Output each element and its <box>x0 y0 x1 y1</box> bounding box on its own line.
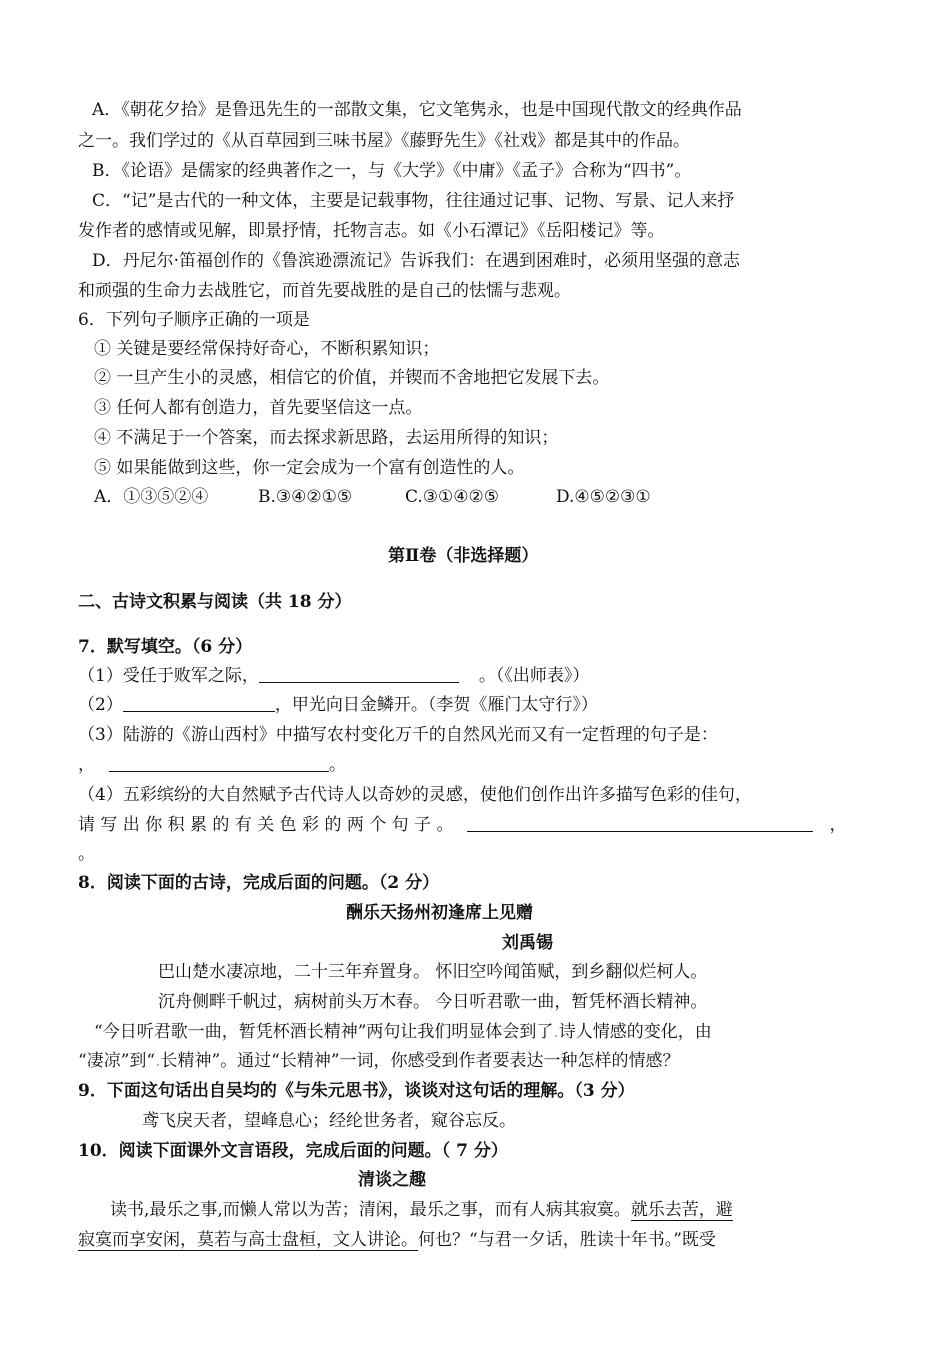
q7-item-4: （4）五彩缤纷的大自然赋予古代诗人以奇妙的灵感，使他们创作出许多描写色彩的佳句， <box>78 785 752 805</box>
q9-quote: 鸢飞戾天者，望峰息心；经纶世务者，窥谷忘反。 <box>142 1111 516 1131</box>
q7-item-2-blank[interactable] <box>123 695 275 712</box>
q7-item-2-number: （2） <box>78 695 123 715</box>
q7-item-4-prompt: 请 写 出 你 积 累 的 有 关 色 彩 的 两 个 句 子 。 <box>78 815 454 835</box>
q7-item-2-text: ，甲光向日金鳞开。（李贺《雁门太守行》） <box>274 695 598 715</box>
q6-stem: 6．下列句子顺序正确的一项是 <box>78 310 310 330</box>
q7-item-3-answer <box>78 754 346 776</box>
q8-question-line-2: “凄凉”到“.长精神”。通过“长精神”一词，你感受到作者要表达一种怎样的情感？ <box>78 1051 680 1071</box>
q8-question-part-3: “凄凉”到“ <box>78 1051 156 1071</box>
q7-item-4-blank[interactable] <box>467 815 813 832</box>
q8-poem-line-2: 沉舟侧畔千帆过，病树前头万木春。 今日听君歌一曲，暂凭杯酒长精神。 <box>158 992 708 1012</box>
q5-option-c-line2: 发作者的感情或见解，即景抒情，托物言志。如《小石潭记》《岳阳楼记》等。 <box>78 221 665 241</box>
q7-item-1-prompt: （1）受任于败军之际， <box>78 666 259 686</box>
q5-option-a-line2: 之一。我们学过的《从百草园到三味书屋》《藤野先生》《社戏》都是其中的作品。 <box>78 131 690 151</box>
q6-sentence-1: ① 关键是要经常保持好奇心，不断积累知识； <box>94 339 440 359</box>
q6-sentence-5: ⑤ 如果能做到这些，你一定会成为一个富有创造性的人。 <box>94 458 525 478</box>
part-2-title: 第Ⅱ卷（非选择题） <box>388 546 539 566</box>
q7-item-3-comma: ， <box>78 755 95 775</box>
q5-option-a-line1: A．《朝花夕拾》是鲁迅先生的一部散文集，它文笔隽永，也是中国现代散文的经典作品 <box>92 100 742 120</box>
q8-stem: 8．阅读下面的古诗，完成后面的问题。（2 分） <box>78 873 440 893</box>
q5-option-d-line2: 和顽强的生命力去战胜它，而首先要战胜的是自己的怯懦与悲观。 <box>78 281 571 301</box>
q8-question-part-4: 长精神”。通过“长精神”一词，你感受到作者要表达一种怎样的情感？ <box>160 1051 680 1071</box>
q7-item-3: （3）陆游的《游山西村》中描写农村变化万千的自然风光而又有一定哲理的句子是： <box>78 725 718 745</box>
q7-item-2 <box>78 694 598 716</box>
q9-stem: 9．下面这句话出自吴均的《与朱元思书》，谈谈对这句话的理解。（3 分） <box>78 1081 635 1101</box>
q10-passage-text-1: 读书,最乐之事,而懒人常以为苦；清闲，最乐之事，而有人病其寂寞。 <box>110 1200 631 1220</box>
q7-item-4-answer <box>78 814 846 836</box>
q7-item-4-comma: ， <box>829 815 847 835</box>
q6-option-c: C.③①④②⑤ <box>405 487 500 507</box>
q6-option-b: B.③④②①⑤ <box>258 487 353 507</box>
q8-question-part-1: “今日听君歌一曲，暂凭杯酒长精神”两句让我们明显体会到了 <box>94 1022 554 1042</box>
q7-item-3-period: 。 <box>329 755 346 775</box>
q10-passage-line-1 <box>110 1199 733 1221</box>
q8-poem-title: 酬乐天扬州初逢席上见赠 <box>346 903 533 923</box>
q10-passage-title: 清谈之趣 <box>358 1170 426 1190</box>
q7-stem: 7．默写填空。（6 分） <box>78 637 253 657</box>
q8-question-part-2: 诗人情感的变化，由 <box>558 1022 712 1042</box>
q8-poem-author: 刘禹锡 <box>502 933 553 953</box>
q7-item-4-period: 。 <box>78 844 95 864</box>
q10-underlined-sentence-part-1: 就乐去苦，避 <box>630 1200 733 1220</box>
q6-sentence-2: ② 一旦产生小的灵感，相信它的价值，并锲而不舍地把它发展下去。 <box>94 368 610 388</box>
q6-sentence-3: ③ 任何人都有创造力，首先要坚信这一点。 <box>94 398 423 418</box>
q7-item-1-source: 。（《出师表》） <box>478 666 590 686</box>
q7-item-3-blank[interactable] <box>109 755 329 772</box>
q10-underlined-sentence-part-2: 寂寞而享安闲，莫若与高士盘桓，文人讲论。 <box>78 1230 418 1250</box>
q5-option-b: B．《论语》是儒家的经典著作之一，与《大学》《中庸》《孟子》合称为“四书”。 <box>92 161 692 181</box>
q6-sentence-4: ④ 不满足于一个答案，而去探求新思路，去运用所得的知识； <box>94 428 559 448</box>
q7-item-1-blank[interactable] <box>259 666 459 683</box>
q10-passage-line-2 <box>78 1229 716 1251</box>
q10-passage-text-2: 何也？“与君一夕话，胜读十年书。”既受 <box>418 1230 716 1250</box>
q8-poem-line-1: 巴山楚水凄凉地，二十三年弃置身。 怀旧空吟闻笛赋，到乡翻似烂柯人。 <box>158 962 708 982</box>
q6-option-d: D.④⑤②③① <box>556 487 651 507</box>
section-2-title: 二、古诗文积累与阅读（共 18 分） <box>78 592 352 612</box>
q10-stem: 10．阅读下面课外文言语段，完成后面的问题。（ 7 分） <box>78 1141 508 1161</box>
q5-option-d-line1: D．丹尼尔·笛福创作的《鲁滨逊漂流记》告诉我们：在遇到困难时，必须用坚强的意志 <box>92 251 741 271</box>
q8-question-line-1: “今日听君歌一曲，暂凭杯酒长精神”两句让我们明显体会到了.诗人情感的变化，由 <box>94 1022 712 1042</box>
q7-item-1 <box>78 665 589 687</box>
q6-option-a: A．①③⑤②④ <box>94 487 209 507</box>
q5-option-c-line1: C．“记”是古代的一种文体，主要是记载事物，往往通过记事、记物、写景、记人来抒 <box>92 191 735 211</box>
